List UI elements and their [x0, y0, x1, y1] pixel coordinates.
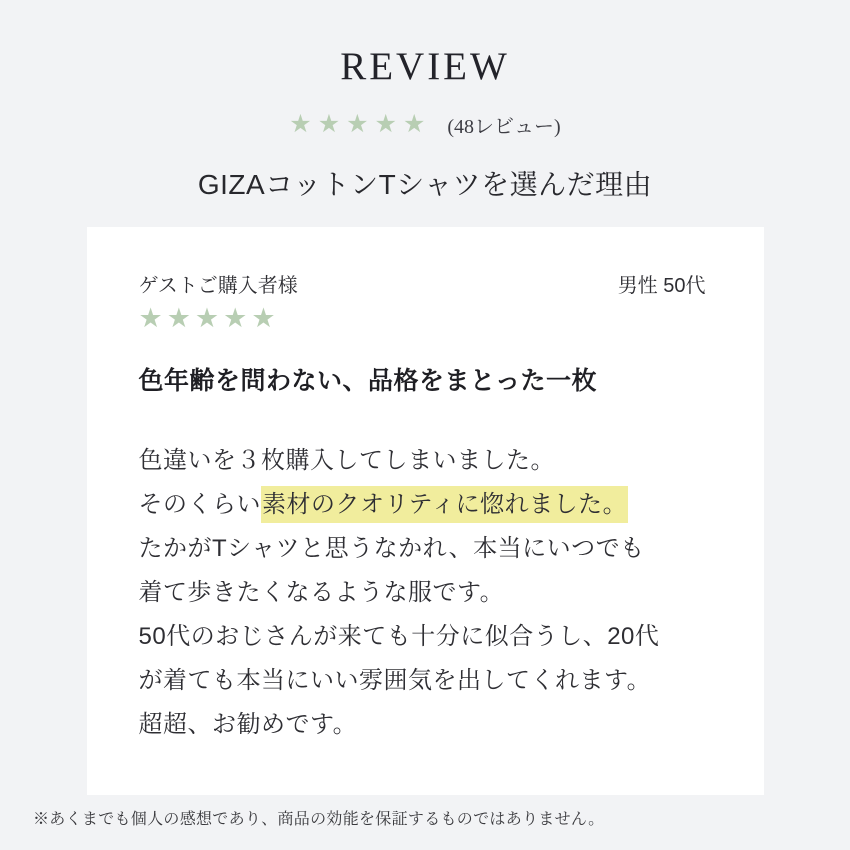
reviewer-meta-row: [139, 269, 706, 298]
review-body-text: そのくらい: [138, 491, 261, 518]
star-rating-icon: ★★★★★: [289, 110, 432, 138]
review-section-header: [0, 0, 850, 203]
review-body-line: が着ても本当にいい雰囲気を出してくれます。: [138, 667, 652, 694]
review-body-line: 色違いを３枚購入してしまいました。: [138, 447, 555, 474]
highlighted-text: 素材のクオリティに惚れました。: [261, 486, 628, 523]
section-heading: GIZAコットンTシャツを選んだ理由: [197, 169, 653, 200]
review-body-line: 着て歩きたくなるような服です。: [138, 579, 505, 606]
overall-rating: [0, 110, 850, 139]
review-title: 色年齢を問わない、品格をまとった一枚: [138, 367, 598, 395]
review-body-line: 超超、お勧めです。: [138, 711, 358, 738]
reviewer-name: ゲストご購入者様: [138, 275, 298, 297]
review-body: [139, 439, 706, 747]
disclaimer-text: ※あくまでも個人の感想であり、商品の効能を保証するものではありません。: [33, 811, 605, 828]
review-count-label: (48レビュー): [447, 116, 561, 138]
reviewer-demographic: 男性 50代: [617, 275, 706, 297]
review-body-line: たかがTシャツと思うなかれ、本当にいつでも: [138, 535, 645, 562]
review-body-line: [139, 483, 706, 527]
review-star-rating-icon: ★★★★★: [138, 303, 280, 333]
review-body-line: 50代のおじさんが来ても十分に似合うし、20代: [138, 623, 660, 650]
section-title: REVIEW: [340, 45, 510, 88]
review-card: [87, 227, 764, 795]
